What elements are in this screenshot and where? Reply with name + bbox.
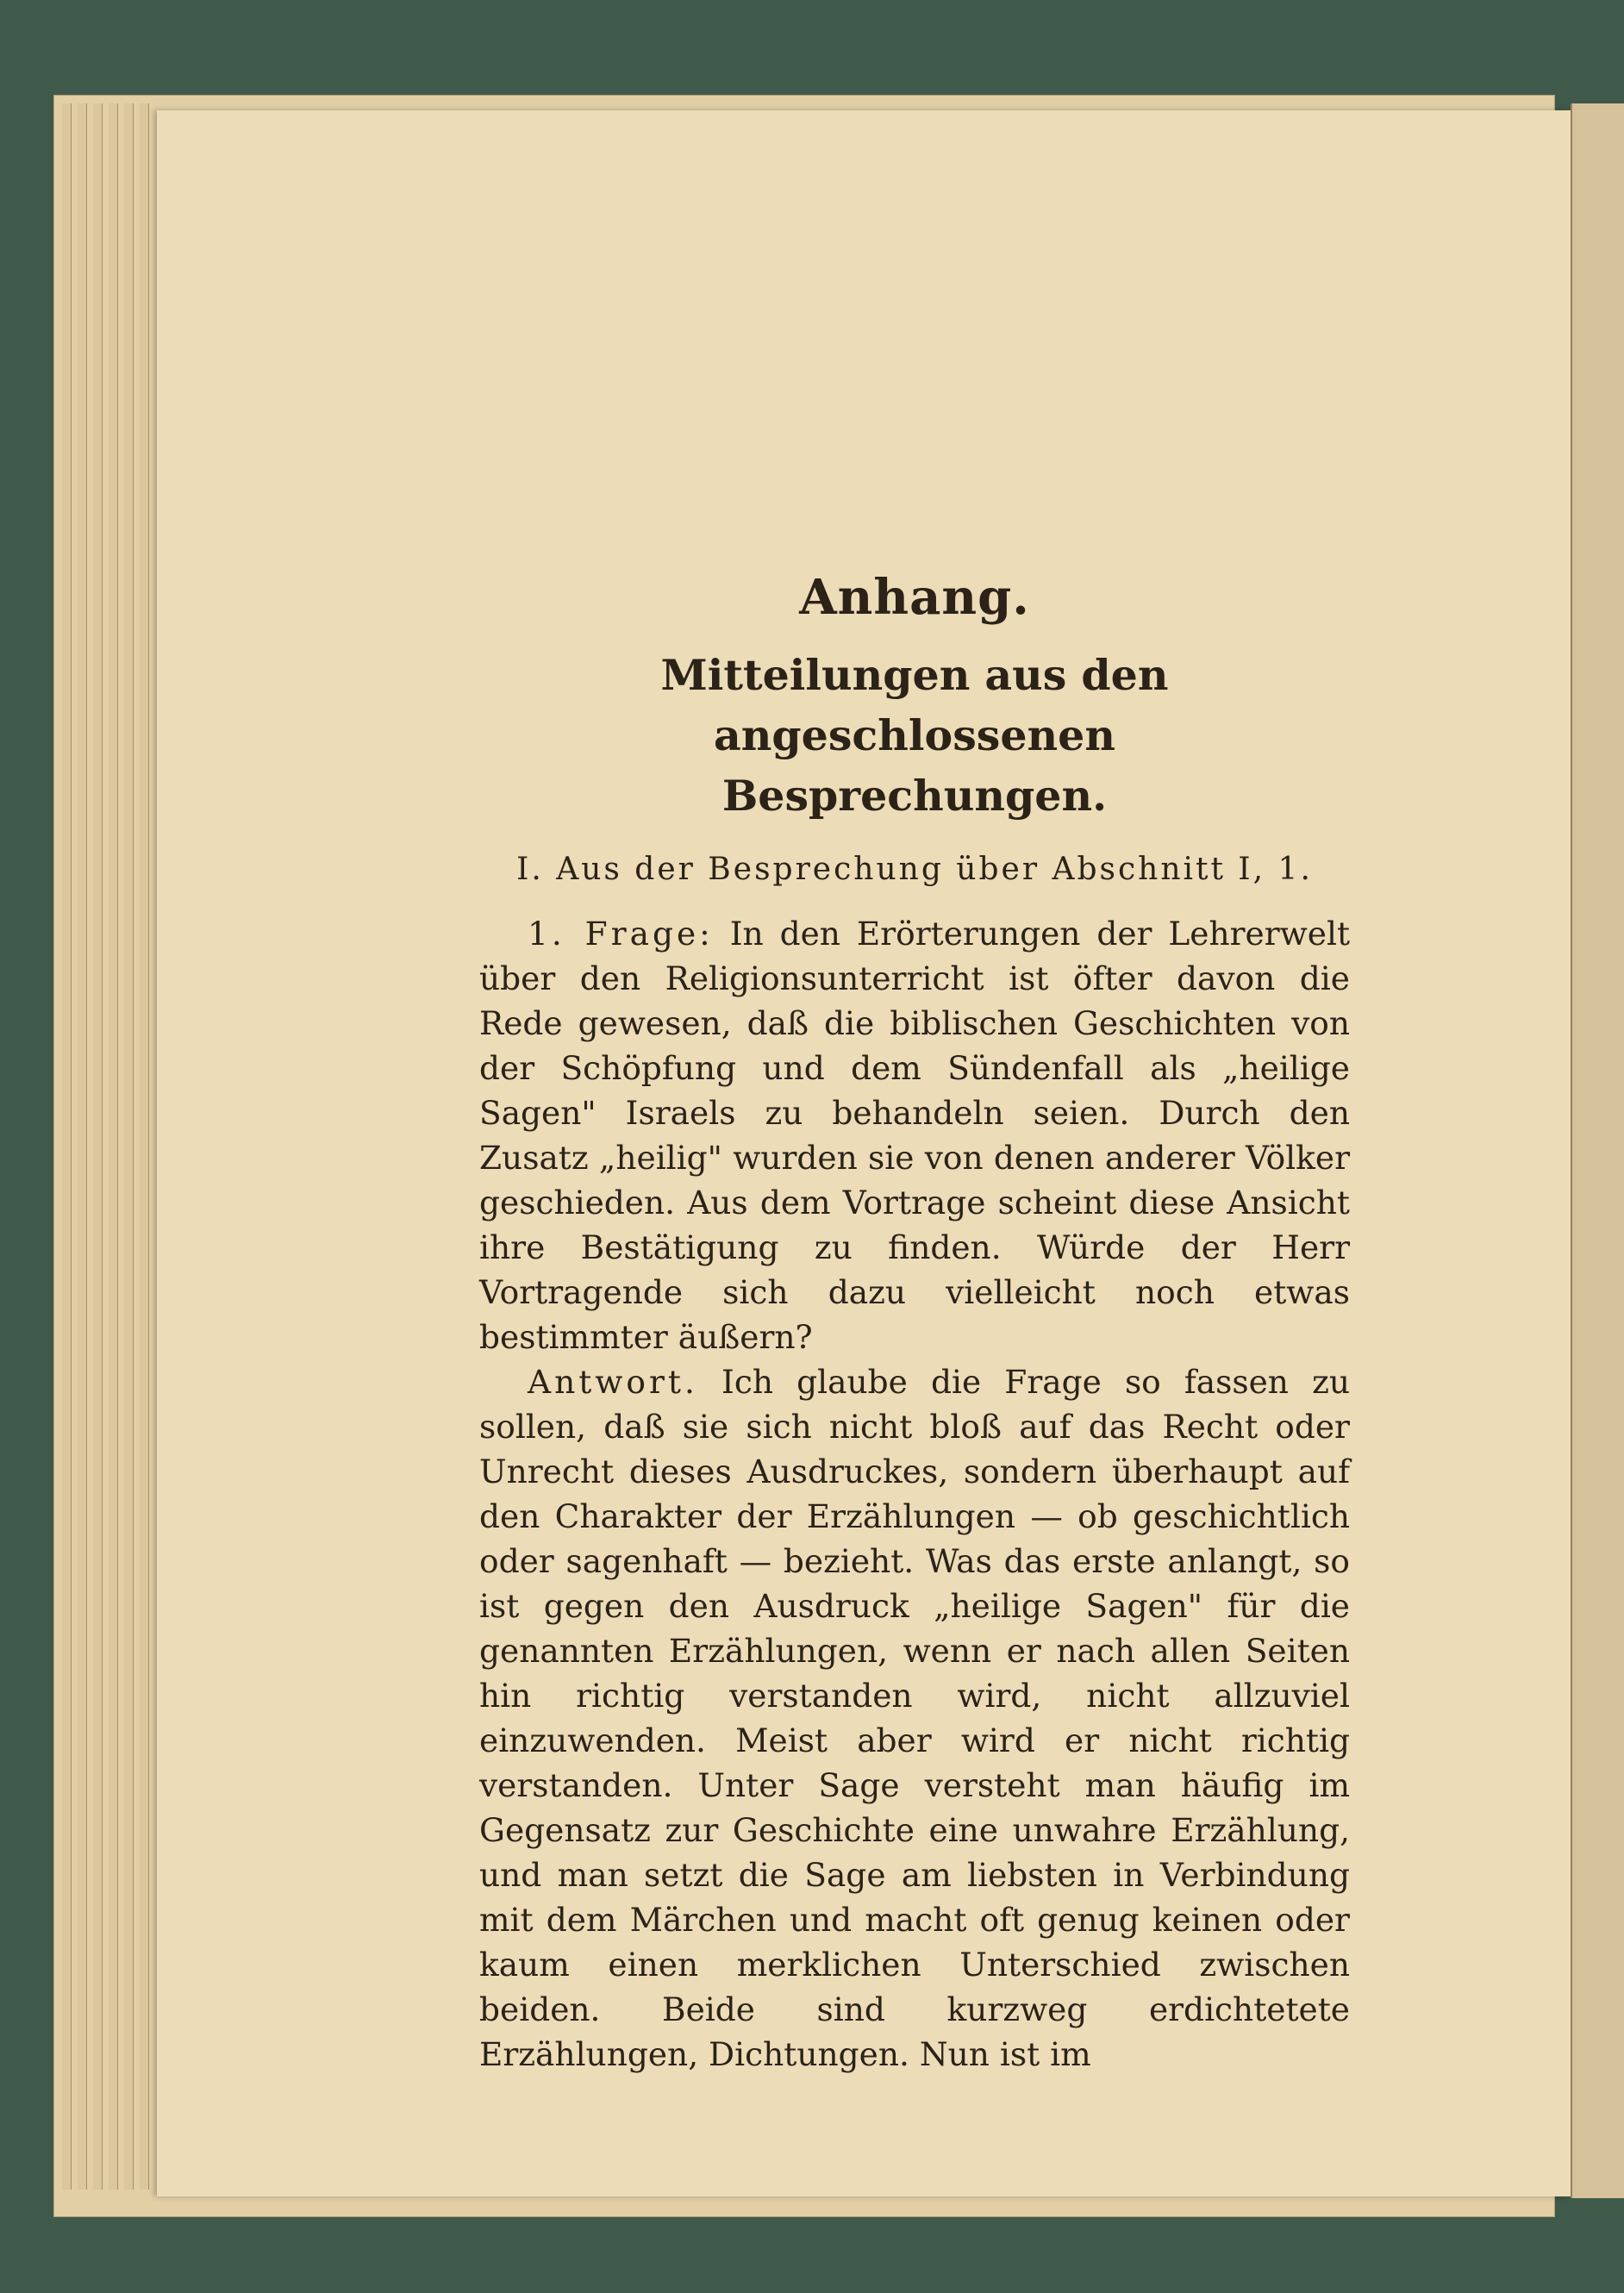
question-label: 1. Frage:	[528, 915, 714, 953]
answer-paragraph	[479, 1359, 1350, 2077]
answer-label: Antwort.	[528, 1363, 698, 1401]
page-edge	[124, 103, 134, 2190]
subtitle-line: Besprechungen.	[721, 771, 1108, 821]
page-edge	[62, 103, 72, 2190]
question-paragraph	[479, 911, 1350, 1359]
page-content	[479, 569, 1350, 2077]
facing-page-edge	[1571, 103, 1624, 2198]
page-edge	[109, 103, 118, 2190]
page-edge	[78, 103, 87, 2190]
page-title: Anhang.	[799, 569, 1030, 626]
section-title: I. Aus der Besprechung über Abschnitt I, 1.	[516, 852, 1313, 887]
page-edge	[140, 103, 149, 2190]
page-edge	[93, 103, 103, 2190]
question-text: In den Erörterungen der Lehrerwelt über den Religionsunterricht ist öfter davon die Rede gewesen, daß die biblischen Geschichten von der Schöpfung und dem Sündenfall als „heilige Sagen" Israels zu behandeln seien. Durch den Zusatz „heilig" wurden sie von denen anderer Völker geschieden. Aus dem Vortrage scheint diese Ansicht ihre Bestätigung zu finden. Würde der Herr Vortragende sich dazu vielleicht noch etwas bestimmter äußern?	[479, 915, 1351, 1356]
page-subtitle	[479, 645, 1350, 826]
subtitle-line: Mitteilungen aus den angeschlossenen	[660, 650, 1169, 760]
answer-text: Ich glaube die Frage so fassen zu sollen, daß sie sich nicht bloß auf das Recht oder Unrecht dieses Ausdruckes, sondern überhaupt auf den Charakter der Erzählungen — ob geschichtlich oder sagenhaft — bezieht. Was das erste anlangt, so ist gegen den Ausdruck „heilige Sagen" für die genannten Erzählungen, wenn er nach allen Seiten hin richtig verstanden wird, nicht allzuviel einzuwenden. Meist aber wird er nicht richtig verstanden. Unter Sage versteht man häufig im Gegensatz zur Geschichte eine unwahre Erzählung, und man setzt die Sage am liebsten in Verbindung mit dem Märchen und macht oft genug keinen oder kaum einen merklichen Unterschied zwischen beiden. Beide sind kurzweg erdichtetete Erzählungen, Dichtungen. Nun ist im	[479, 1363, 1351, 2073]
